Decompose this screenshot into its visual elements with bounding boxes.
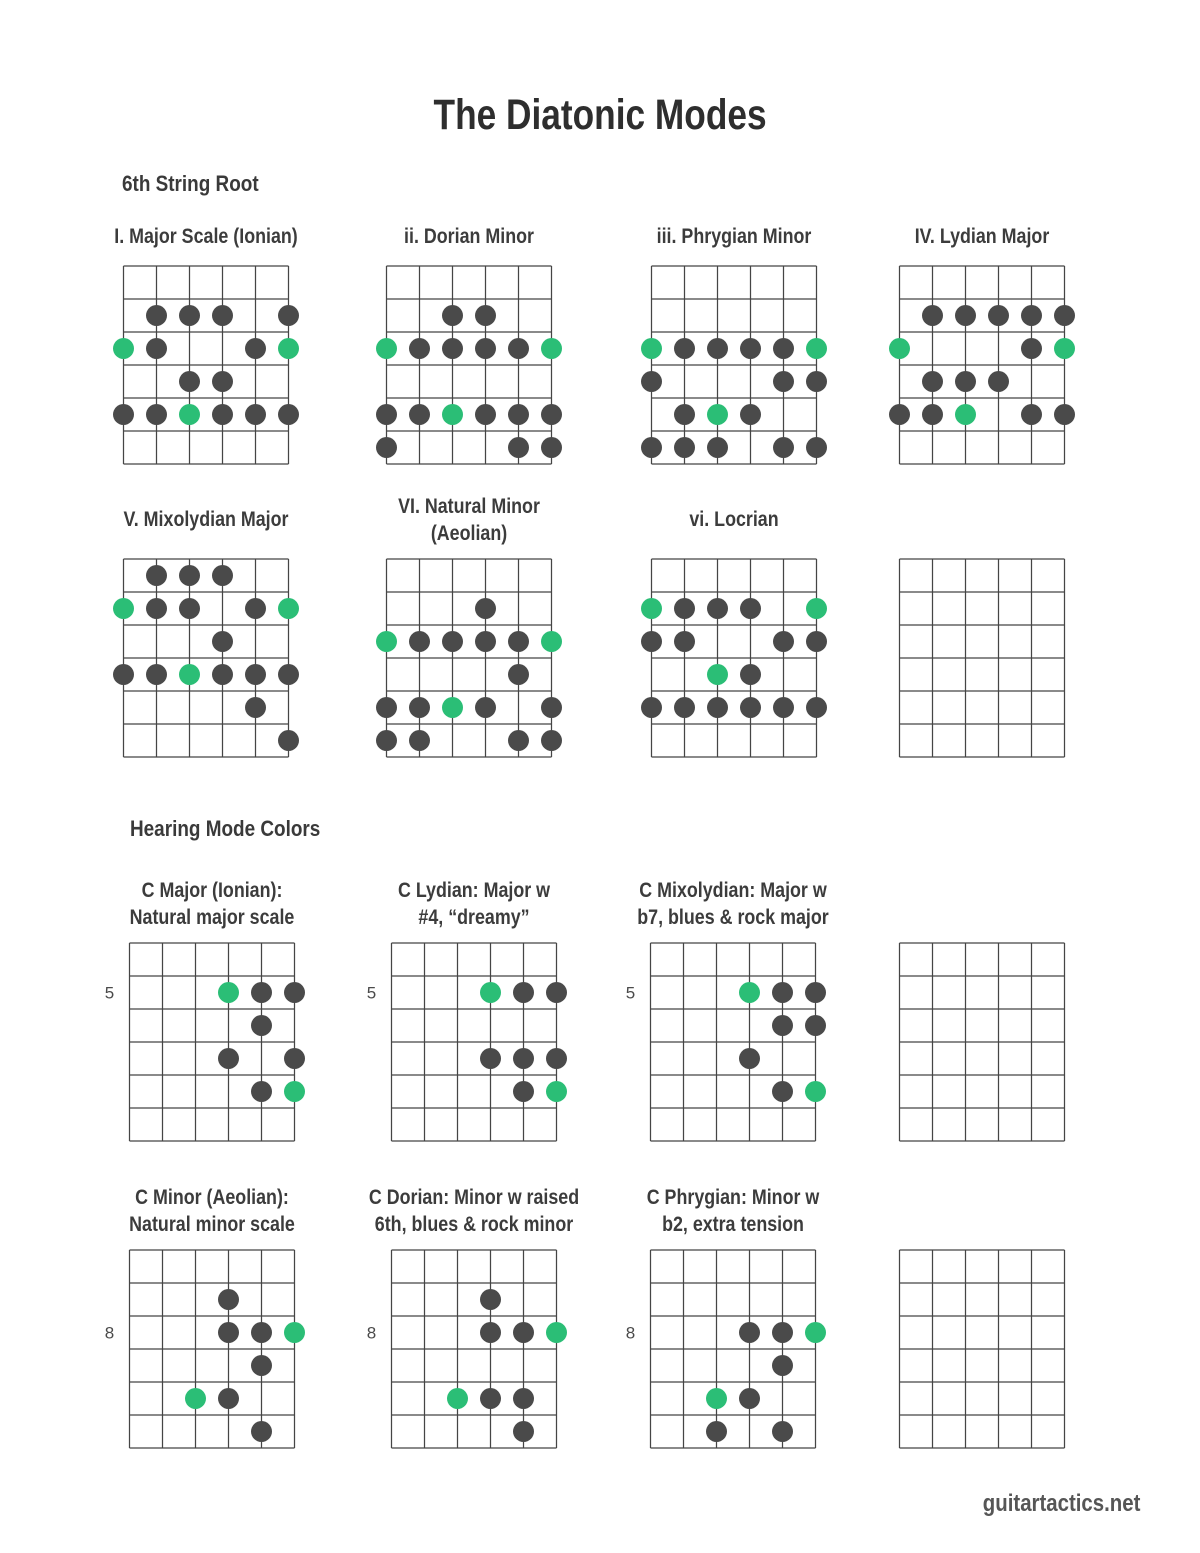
- note-dot: [179, 598, 200, 619]
- note-dot: [773, 631, 794, 652]
- note-dot: [674, 598, 695, 619]
- note-dot: [806, 697, 827, 718]
- note-dot: [409, 730, 430, 751]
- note-dot: [251, 1015, 272, 1036]
- note-dot: [889, 404, 910, 425]
- diagram-title: [355, 866, 593, 941]
- note-dot: [218, 1322, 239, 1343]
- note-dot: [442, 305, 463, 326]
- note-dot: [740, 598, 761, 619]
- note-dot: [376, 404, 397, 425]
- diagram-title-line: C Mixolydian: Major w: [639, 878, 827, 902]
- root-dot: [284, 1322, 305, 1343]
- note-dot: [739, 1322, 760, 1343]
- fret-number-label: 8: [625, 1323, 636, 1343]
- note-dot: [674, 437, 695, 458]
- note-dot: [740, 664, 761, 685]
- note-dot: [146, 338, 167, 359]
- site-url: [955, 1490, 1140, 1518]
- note-dot: [641, 371, 662, 392]
- fretboard-grid: [842, 941, 1122, 1143]
- root-dot: [546, 1322, 567, 1343]
- note-dot: [740, 697, 761, 718]
- fretboard-grid: [334, 941, 614, 1143]
- diagram-c-phrygian: [593, 1173, 873, 1455]
- note-dot: [218, 1048, 239, 1069]
- section-heading-6th-string-root: [122, 172, 281, 196]
- page-title: [0, 89, 1200, 141]
- note-dot: [212, 565, 233, 586]
- fretboard-grid: [329, 557, 609, 759]
- note-dot: [245, 404, 266, 425]
- diagram-title-line: VI. Natural Minor: [398, 494, 540, 518]
- note-dot: [541, 697, 562, 718]
- note-dot: [988, 371, 1009, 392]
- diagram-title: [355, 1173, 593, 1248]
- root-dot: [278, 598, 299, 619]
- note-dot: [251, 1081, 272, 1102]
- root-dot: [641, 598, 662, 619]
- note-dot: [773, 697, 794, 718]
- note-dot: [513, 1048, 534, 1069]
- note-dot: [146, 565, 167, 586]
- note-dot: [409, 404, 430, 425]
- fretboard-grid: [66, 557, 346, 759]
- diagram-title-line: C Major (Ionian):: [141, 878, 283, 902]
- diagram-title-line: IV. Lydian Major: [914, 224, 1050, 248]
- note-dot: [508, 437, 529, 458]
- root-dot: [442, 404, 463, 425]
- note-dot: [1054, 305, 1075, 326]
- site-url-text: guitartactics.net: [982, 1490, 1140, 1517]
- diagram-title: [614, 866, 852, 941]
- note-dot: [707, 598, 728, 619]
- diagram-title-line: C Phrygian: Minor w: [646, 1185, 820, 1209]
- note-dot: [218, 1388, 239, 1409]
- note-dot: [922, 404, 943, 425]
- diagram-title-line: vi. Locrian: [689, 508, 779, 531]
- note-dot: [212, 305, 233, 326]
- note-dot: [146, 404, 167, 425]
- note-dot: [641, 631, 662, 652]
- note-dot: [508, 631, 529, 652]
- fretboard-grid: [72, 1248, 352, 1450]
- note-dot: [376, 437, 397, 458]
- root-dot: [447, 1388, 468, 1409]
- root-dot: [442, 697, 463, 718]
- root-dot: [278, 338, 299, 359]
- note-dot: [475, 404, 496, 425]
- note-dot: [179, 565, 200, 586]
- section-heading-text: Hearing Mode Colors: [130, 816, 321, 841]
- note-dot: [513, 1322, 534, 1343]
- root-dot: [541, 338, 562, 359]
- note-dot: [475, 305, 496, 326]
- note-dot: [480, 1388, 501, 1409]
- diagram-ionian: [66, 208, 346, 471]
- note-dot: [922, 371, 943, 392]
- root-dot: [739, 982, 760, 1003]
- root-dot: [889, 338, 910, 359]
- note-dot: [1021, 305, 1042, 326]
- note-dot: [513, 1388, 534, 1409]
- diagram-title: [87, 208, 325, 264]
- diagram-title-line: Natural major scale: [129, 905, 295, 929]
- root-dot: [707, 404, 728, 425]
- note-dot: [740, 338, 761, 359]
- note-dot: [409, 338, 430, 359]
- note-dot: [773, 437, 794, 458]
- diagram-title-line: ii. Dorian Minor: [404, 224, 534, 248]
- note-dot: [113, 404, 134, 425]
- note-dot: [245, 598, 266, 619]
- note-dot: [988, 305, 1009, 326]
- note-dot: [513, 1081, 534, 1102]
- root-dot: [376, 338, 397, 359]
- note-dot: [641, 437, 662, 458]
- fretboard-grid: [842, 1248, 1122, 1450]
- diagram-title: [863, 208, 1101, 264]
- fretboard-grid: [593, 941, 873, 1143]
- root-dot: [707, 664, 728, 685]
- note-dot: [278, 404, 299, 425]
- note-dot: [508, 404, 529, 425]
- fret-number-label: 5: [625, 983, 636, 1003]
- diagram-title-line: I. Major Scale (Ionian): [114, 224, 298, 248]
- page-title-text: The Diatonic Modes: [433, 90, 767, 139]
- note-dot: [442, 338, 463, 359]
- diagram-title-line: b7, blues & rock major: [637, 905, 829, 929]
- note-dot: [409, 697, 430, 718]
- note-dot: [541, 437, 562, 458]
- note-dot: [179, 305, 200, 326]
- root-dot: [376, 631, 397, 652]
- note-dot: [922, 305, 943, 326]
- fretboard-grid: [594, 557, 874, 759]
- diagram-title-line: C Dorian: Minor w raised: [368, 1185, 579, 1209]
- diagram-title: [614, 1173, 852, 1248]
- note-dot: [508, 338, 529, 359]
- fretboard-grid: [334, 1248, 614, 1450]
- note-dot: [739, 1048, 760, 1069]
- fret-number-label: 8: [104, 1323, 115, 1343]
- diagram-blank-3: [842, 1173, 1122, 1455]
- note-dot: [278, 664, 299, 685]
- note-dot: [508, 664, 529, 685]
- note-dot: [546, 1048, 567, 1069]
- root-dot: [955, 404, 976, 425]
- note-dot: [475, 697, 496, 718]
- diagram-title: [350, 482, 588, 557]
- root-dot: [806, 598, 827, 619]
- root-dot: [805, 1081, 826, 1102]
- note-dot: [251, 1355, 272, 1376]
- note-dot: [707, 338, 728, 359]
- note-dot: [146, 305, 167, 326]
- note-dot: [251, 1421, 272, 1442]
- fret-number-label: 8: [366, 1323, 376, 1343]
- note-dot: [245, 697, 266, 718]
- note-dot: [1054, 404, 1075, 425]
- fretboard-grid: [593, 1248, 873, 1450]
- note-dot: [475, 338, 496, 359]
- diagram-c-major: [72, 866, 352, 1148]
- note-dot: [146, 598, 167, 619]
- root-dot: [541, 631, 562, 652]
- note-dot: [641, 697, 662, 718]
- note-dot: [772, 1322, 793, 1343]
- root-dot: [805, 1322, 826, 1343]
- diagram-c-mixolydian: [593, 866, 873, 1148]
- diagram-title-line: iii. Phrygian Minor: [656, 224, 812, 248]
- diagram-title-line: (Aeolian): [430, 521, 508, 545]
- diagram-mixolydian: [66, 482, 346, 764]
- note-dot: [218, 1289, 239, 1310]
- note-dot: [146, 664, 167, 685]
- section-heading-text: 6th String Root: [122, 171, 259, 196]
- diagram-title: [863, 866, 1101, 941]
- note-dot: [674, 404, 695, 425]
- note-dot: [806, 437, 827, 458]
- diagram-title-line: C Lydian: Major w: [397, 878, 550, 902]
- note-dot: [513, 982, 534, 1003]
- diagram-title-line: V. Mixolydian Major: [123, 508, 289, 531]
- root-dot: [706, 1388, 727, 1409]
- note-dot: [284, 1048, 305, 1069]
- note-dot: [376, 697, 397, 718]
- root-dot: [1054, 338, 1075, 359]
- diagram-lydian: [842, 208, 1122, 471]
- section-heading-hearing-mode-colors: [130, 817, 351, 841]
- diagram-title-line: Natural minor scale: [129, 1212, 295, 1236]
- fretboard-grid: [842, 264, 1122, 466]
- note-dot: [376, 730, 397, 751]
- root-dot: [480, 982, 501, 1003]
- note-dot: [212, 664, 233, 685]
- note-dot: [674, 338, 695, 359]
- note-dot: [480, 1289, 501, 1310]
- note-dot: [772, 1081, 793, 1102]
- note-dot: [772, 982, 793, 1003]
- note-dot: [278, 305, 299, 326]
- root-dot: [185, 1388, 206, 1409]
- root-dot: [113, 598, 134, 619]
- note-dot: [1021, 404, 1042, 425]
- note-dot: [541, 404, 562, 425]
- note-dot: [409, 631, 430, 652]
- fretboard-grid: [66, 264, 346, 466]
- note-dot: [674, 631, 695, 652]
- diagram-c-dorian: [334, 1173, 614, 1455]
- note-dot: [480, 1048, 501, 1069]
- diagram-phrygian: [594, 208, 874, 471]
- diagram-aeolian: [329, 482, 609, 764]
- note-dot: [955, 305, 976, 326]
- note-dot: [475, 631, 496, 652]
- diagram-dorian: [329, 208, 609, 471]
- fret-number-label: 5: [104, 983, 115, 1003]
- root-dot: [179, 404, 200, 425]
- diagram-title: [863, 1173, 1101, 1248]
- note-dot: [179, 371, 200, 392]
- note-dot: [707, 697, 728, 718]
- note-dot: [805, 982, 826, 1003]
- root-dot: [806, 338, 827, 359]
- diagram-locrian: [594, 482, 874, 764]
- note-dot: [113, 664, 134, 685]
- diagram-c-minor: [72, 1173, 352, 1455]
- diagram-title: [93, 866, 331, 941]
- fretboard-grid: [594, 264, 874, 466]
- note-dot: [278, 730, 299, 751]
- root-dot: [546, 1081, 567, 1102]
- note-dot: [475, 598, 496, 619]
- root-dot: [113, 338, 134, 359]
- note-dot: [707, 437, 728, 458]
- diagram-c-lydian: [334, 866, 614, 1148]
- diagram-title-line: C Minor (Aeolian):: [135, 1185, 289, 1209]
- root-dot: [641, 338, 662, 359]
- note-dot: [212, 631, 233, 652]
- diagram-blank-1: [842, 482, 1122, 764]
- note-dot: [480, 1322, 501, 1343]
- note-dot: [739, 1388, 760, 1409]
- note-dot: [251, 982, 272, 1003]
- note-dot: [773, 338, 794, 359]
- note-dot: [740, 404, 761, 425]
- note-dot: [806, 631, 827, 652]
- note-dot: [284, 982, 305, 1003]
- note-dot: [805, 1015, 826, 1036]
- diagram-title: [863, 482, 1101, 557]
- note-dot: [508, 730, 529, 751]
- fretboard-grid: [72, 941, 352, 1143]
- diagram-title: [350, 208, 588, 264]
- diagram-title: [93, 1173, 331, 1248]
- note-dot: [541, 730, 562, 751]
- note-dot: [245, 664, 266, 685]
- note-dot: [251, 1322, 272, 1343]
- fretboard-grid: [329, 264, 609, 466]
- diagram-title-line: 6th, blues & rock minor: [374, 1212, 573, 1236]
- note-dot: [772, 1015, 793, 1036]
- note-dot: [772, 1355, 793, 1376]
- note-dot: [1021, 338, 1042, 359]
- root-dot: [179, 664, 200, 685]
- note-dot: [212, 371, 233, 392]
- note-dot: [674, 697, 695, 718]
- note-dot: [546, 982, 567, 1003]
- note-dot: [773, 371, 794, 392]
- note-dot: [806, 371, 827, 392]
- note-dot: [706, 1421, 727, 1442]
- diagram-title: [87, 482, 325, 557]
- diagram-title-line: #4, “dreamy”: [417, 905, 530, 929]
- diagram-blank-2: [842, 866, 1122, 1148]
- fretboard-grid: [842, 557, 1122, 759]
- note-dot: [772, 1421, 793, 1442]
- note-dot: [245, 338, 266, 359]
- note-dot: [513, 1421, 534, 1442]
- note-dot: [955, 371, 976, 392]
- diagram-title: [615, 482, 853, 557]
- diagram-title-line: b2, extra tension: [662, 1212, 804, 1236]
- root-dot: [284, 1081, 305, 1102]
- note-dot: [212, 404, 233, 425]
- root-dot: [218, 982, 239, 1003]
- note-dot: [442, 631, 463, 652]
- fret-number-label: 5: [366, 983, 376, 1003]
- diagram-title: [615, 208, 853, 264]
